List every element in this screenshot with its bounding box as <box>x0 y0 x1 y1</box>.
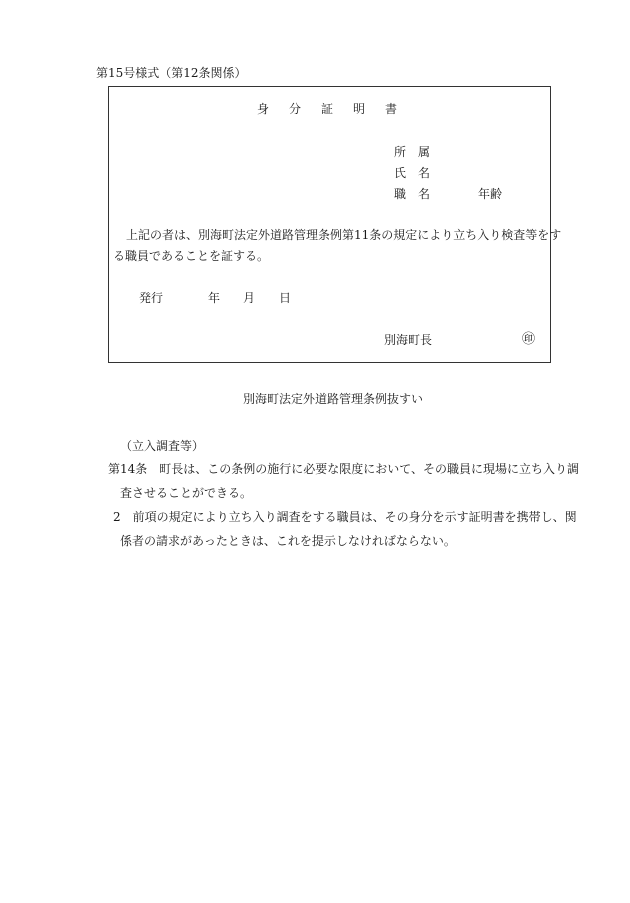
article-caption: （立入調査等） <box>120 439 205 453</box>
field-name: 氏 名 <box>394 166 431 180</box>
paragraph-2-line-1: 2 前項の規定により立ち入り調査をする職員は、その身分を示す証明書を携帯し、関 <box>113 510 577 524</box>
form-label: 第15号様式（第12条関係） <box>96 66 247 80</box>
field-affiliation: 所 属 <box>394 145 431 159</box>
issue-label: 発行 <box>139 291 164 305</box>
seal-mark: ㊞ <box>522 332 536 347</box>
paragraph-2-line-2: 係者の請求があったときは、これを提示しなければならない。 <box>120 534 456 548</box>
article-14-line-1: 第14条 町長は、この条例の施行に必要な限度において、その職員に現場に立ち入り調 <box>108 462 580 476</box>
issue-year: 年 <box>208 291 221 305</box>
field-age: 年齢 <box>478 187 503 201</box>
card-title: 身分証明書 <box>257 102 418 116</box>
identification-card <box>108 86 551 363</box>
article-14-line-2: 査させることができる。 <box>120 486 253 500</box>
statement-line-1: 上記の者は、別海町法定外道路管理条例第11条の規定により立ち入り検査等をす <box>126 228 562 242</box>
field-position: 職 名 <box>394 187 431 201</box>
statement-line-2: る職員であることを証する。 <box>113 249 270 263</box>
issuer: 別海町長 <box>384 333 433 347</box>
issue-day: 日 <box>279 291 292 305</box>
issue-month: 月 <box>243 291 256 305</box>
excerpt-heading: 別海町法定外道路管理条例抜すい <box>243 392 424 406</box>
